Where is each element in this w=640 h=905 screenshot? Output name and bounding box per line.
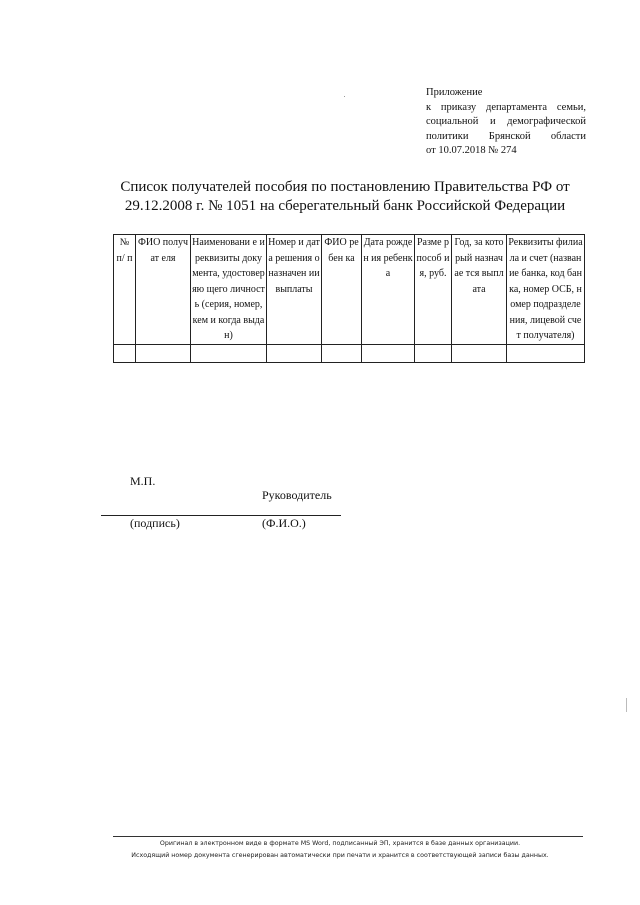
col-recipient-name: ФИО получат еля [136,235,191,345]
recipients-table [113,234,585,363]
table-cell [452,344,507,362]
table-cell [507,344,585,362]
footer-note-1: Оригинал в электронном виде в формате MS Word, подписанный ЭП, хранится в базе данных организации. [159,840,521,847]
table-cell [136,344,191,362]
col-number: № п/ п [114,235,136,345]
head-title: Руководитель [262,488,332,502]
table-cell [267,344,322,362]
appendix-line-4: политики Брянской области [426,130,586,142]
table-cell [114,344,136,362]
table-cell [322,344,362,362]
table-cell [415,344,452,362]
footer-divider [113,836,583,837]
table-cell [191,344,267,362]
col-bank-details: Реквизиты филиала и счет (название банка, код банка, номер ОСБ, номер подразделе ния, лицевой счет получателя) [507,235,585,345]
appendix-line-3: социальной и демографической [426,116,586,127]
title-line-1: Список получателей пособия по постановлению Правительства РФ от [120,179,570,195]
title-line-2: 29.12.2008 г. № 1051 на сберегательный банк Российской Федерации [124,198,566,214]
table-cell [362,344,415,362]
table-row-empty [114,344,585,362]
appendix-block [426,86,586,159]
footer-note-2: Исходящий номер документа сгенерирован автоматически при печати и хранится в соответствующей записи базы данных. [131,852,549,859]
margin-mark [626,698,627,712]
full-name-label: (Ф.И.О.) [262,516,306,530]
scan-dot [344,96,345,97]
appendix-line-2: к приказу департамента семьи, [426,101,586,113]
col-decision: Номер и дата решения о назначен ии выплаты [267,235,322,345]
appendix-line-1: Приложение [426,87,483,98]
col-child-birthdate: Дата рожден ия ребенк а [362,235,415,345]
col-identity-document: Наименовани е и реквизиты документа, удостоверяю щего личность (серия, номер, кем и когда выдан) [191,235,267,345]
appendix-line-5: от 10.07.2018 № 274 [426,145,517,156]
col-child-name: ФИО ребен ка [322,235,362,345]
col-payment-year: Год, за который назначае тся выплата [452,235,507,345]
stamp-place-label: М.П. [130,474,156,488]
col-allowance-amount: Разме р пособ ия, руб. [415,235,452,345]
table-header-row [114,235,585,345]
document-title [108,178,582,216]
signature-label: (подпись) [130,516,180,530]
